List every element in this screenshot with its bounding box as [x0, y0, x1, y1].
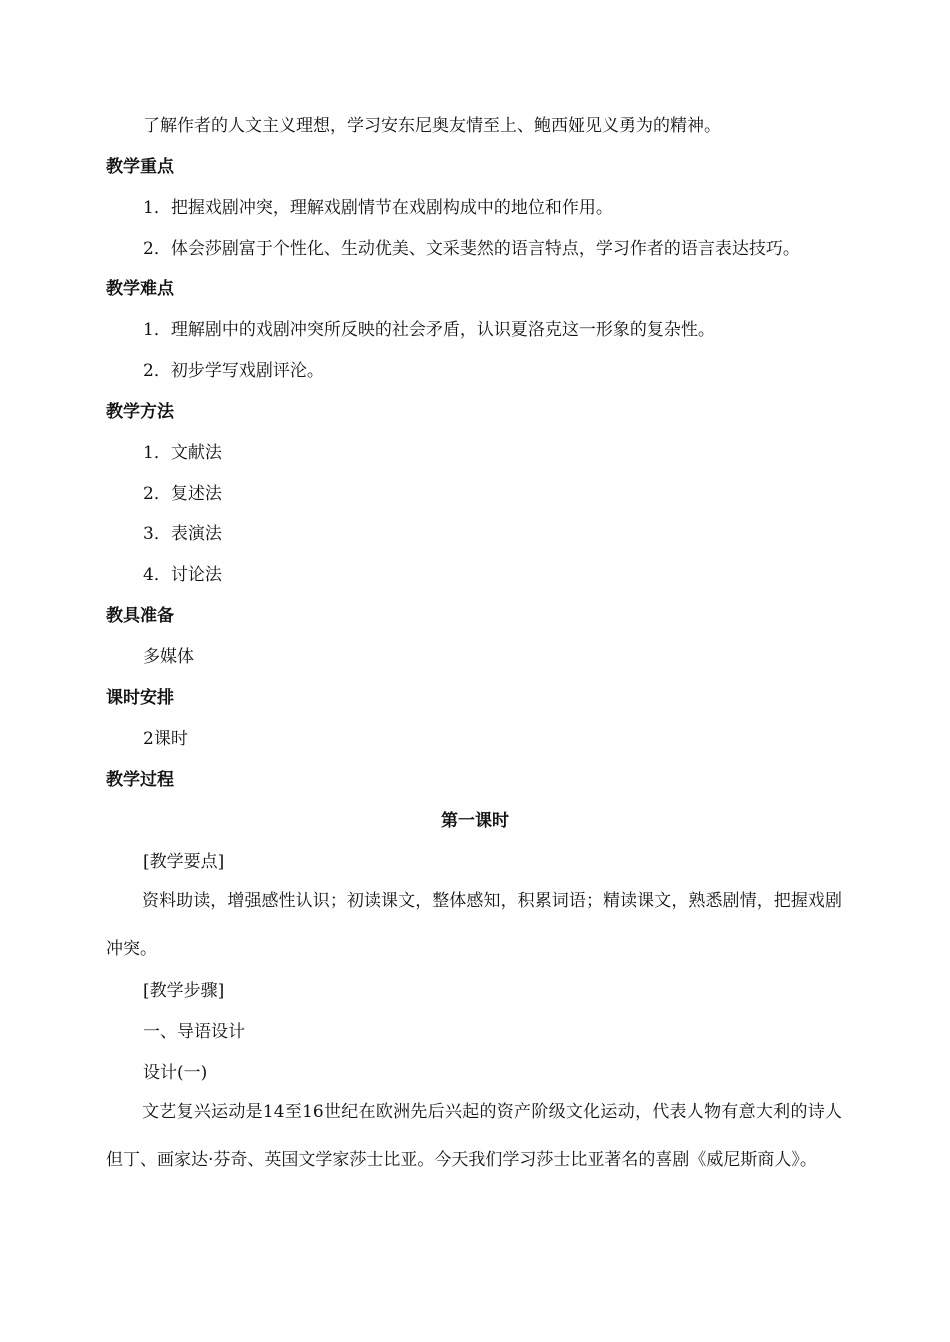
schedule-heading: 课时安排: [106, 688, 174, 708]
key-point-item-2: 2．体会莎剧富于个性化、生动优美、文采斐然的语言特点，学习作者的语言表达技巧。: [143, 239, 800, 259]
key-label: [教学要点]: [143, 852, 225, 872]
difficulties-heading: 教学难点: [106, 279, 174, 299]
steps-label: [教学步骤]: [143, 981, 225, 1001]
method-item-1: 1．文献法: [143, 443, 222, 463]
schedule-value: 2课时: [143, 729, 188, 749]
key-text: 资料助读，增强感性认识；初读课文，整体感知，积累词语；精读课文，熟悉剧情，把握戏剧冲突。: [106, 891, 842, 959]
tools-heading: 教具准备: [106, 606, 174, 626]
difficulty-item-1: 1．理解剧中的戏剧冲突所反映的社会矛盾，认识夏洛克这一形象的复杂性。: [143, 320, 715, 340]
method-item-2: 2．复述法: [143, 484, 222, 504]
method-item-4: 4．讨论法: [143, 565, 222, 585]
tools-value: 多媒体: [143, 647, 194, 667]
methods-heading: 教学方法: [106, 402, 174, 422]
key-points-heading: 教学重点: [106, 157, 174, 177]
method-item-3: 3．表演法: [143, 524, 222, 544]
intro-text: 文艺复兴运动是14至16世纪在欧洲先后兴起的资产阶级文化运动，代表人物有意大利的诗人但丁、画家达·芬奇、英国文学家莎士比亚。今天我们学习莎士比亚著名的喜剧《威尼斯商人》。: [106, 1102, 842, 1170]
difficulty-item-2: 2．初步学写戏剧评沦。: [143, 361, 324, 381]
design-one: 设计(一): [143, 1063, 208, 1083]
process-heading: 教学过程: [106, 770, 174, 790]
objectives-text: 了解作者的人文主义理想，学习安东尼奥友情至上、鲍西娅见义勇为的精神。: [143, 116, 721, 136]
section-one: 一、导语设计: [143, 1022, 245, 1042]
lesson-title: 第一课时: [441, 811, 509, 831]
key-point-item-1: 1．把握戏剧冲突，理解戏剧情节在戏剧构成中的地位和作用。: [143, 198, 613, 218]
